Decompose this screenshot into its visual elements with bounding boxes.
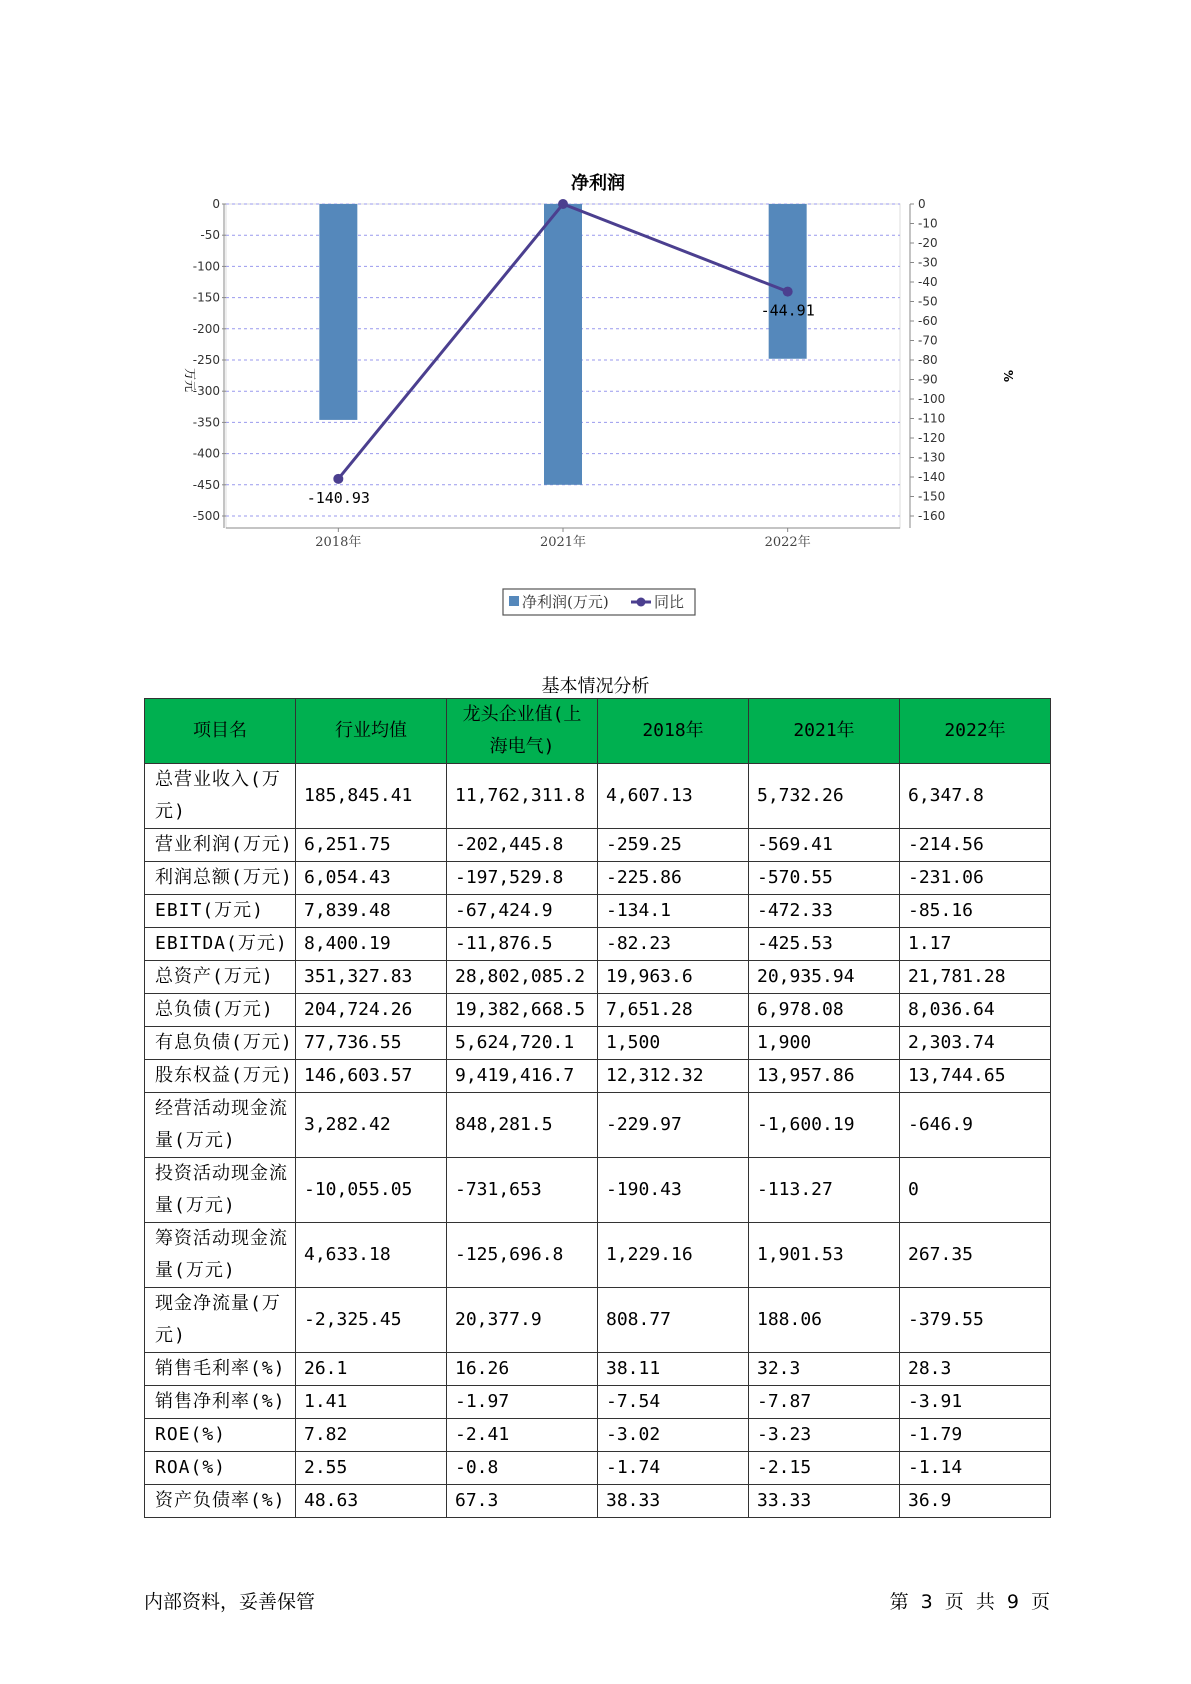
row-label: 股东权益(万元) — [145, 1060, 296, 1093]
page-number: 第 3 页 共 9 页 — [889, 1591, 1050, 1613]
table-cell: 146,603.57 — [296, 1060, 447, 1093]
legend-line-label: 同比 — [654, 593, 685, 611]
table-cell: -1.14 — [900, 1452, 1051, 1485]
right-tick-label: -120 — [918, 431, 946, 445]
row-label: 销售净利率(%) — [145, 1386, 296, 1419]
table-row — [145, 829, 1051, 862]
table-cell: 1.41 — [296, 1386, 447, 1419]
row-label: 现金净流量(万元) — [145, 1288, 296, 1353]
chart-bars — [319, 204, 806, 485]
table-cell: 4,633.18 — [296, 1223, 447, 1288]
row-label: ROE(%) — [145, 1419, 296, 1452]
table-cell: -11,876.5 — [447, 928, 598, 961]
table-cell: -225.86 — [598, 862, 749, 895]
right-tick-label: -40 — [918, 275, 938, 289]
right-axis-label: % — [1001, 369, 1015, 383]
table-cell: -7.87 — [749, 1386, 900, 1419]
table-cell: 848,281.5 — [447, 1093, 598, 1158]
table-cell: 12,312.32 — [598, 1060, 749, 1093]
table-row — [145, 961, 1051, 994]
table-row — [145, 1485, 1051, 1518]
table-cell: -202,445.8 — [447, 829, 598, 862]
table-cell: -3.23 — [749, 1419, 900, 1452]
table-cell: -113.27 — [749, 1158, 900, 1223]
left-tick-label: -50 — [200, 228, 220, 243]
table-cell: 1,900 — [749, 1027, 900, 1060]
row-label: 销售毛利率(%) — [145, 1353, 296, 1386]
table-cell: -646.9 — [900, 1093, 1051, 1158]
table-cell: 5,624,720.1 — [447, 1027, 598, 1060]
table-cell: 33.33 — [749, 1485, 900, 1518]
table-cell: 7,651.28 — [598, 994, 749, 1027]
table-cell: 21,781.28 — [900, 961, 1051, 994]
table-cell: 1,229.16 — [598, 1223, 749, 1288]
right-tick-label: -140 — [918, 470, 946, 484]
table-cell: -425.53 — [749, 928, 900, 961]
table-cell: -214.56 — [900, 829, 1051, 862]
table-row — [145, 1419, 1051, 1452]
legend-bar-label: 净利润(万元) — [522, 593, 609, 611]
table-cell: -731,653 — [447, 1158, 598, 1223]
right-tick-label: -50 — [918, 294, 938, 309]
table-cell: -125,696.8 — [447, 1223, 598, 1288]
table-cell: -3.02 — [598, 1419, 749, 1452]
table-cell: -197,529.8 — [447, 862, 598, 895]
table-cell: 11,762,311.8 — [447, 764, 598, 829]
confidential-note: 内部资料，妥善保管 — [144, 1591, 316, 1613]
header-2021: 2021年 — [749, 699, 900, 764]
table-row — [145, 1353, 1051, 1386]
table-row — [145, 862, 1051, 895]
table-row — [145, 764, 1051, 829]
right-tick-label: -70 — [918, 333, 938, 348]
left-axis-label: 万元 — [183, 367, 197, 393]
right-tick-label: -30 — [918, 255, 938, 270]
row-label: 总资产(万元) — [145, 961, 296, 994]
bar-2018年 — [319, 204, 357, 420]
table-cell: -2.41 — [447, 1419, 598, 1452]
table-row — [145, 1027, 1051, 1060]
table-cell: 204,724.26 — [296, 994, 447, 1027]
table-row — [145, 1452, 1051, 1485]
table-cell: 0 — [900, 1158, 1051, 1223]
table-cell: 6,251.75 — [296, 829, 447, 862]
basic-analysis-table — [144, 698, 1051, 1518]
table-row — [145, 1386, 1051, 1419]
left-tick-label: -400 — [192, 446, 220, 461]
table-cell: -570.55 — [749, 862, 900, 895]
yoy-data-label: -44.91 — [760, 301, 815, 320]
yoy-point — [558, 199, 568, 209]
table-cell: -1.74 — [598, 1452, 749, 1485]
table-cell: -569.41 — [749, 829, 900, 862]
table-cell: -7.54 — [598, 1386, 749, 1419]
table-caption: 基本情况分析 — [541, 676, 650, 697]
right-tick-label: -90 — [918, 372, 938, 387]
table-cell: 6,347.8 — [900, 764, 1051, 829]
table-cell: 26.1 — [296, 1353, 447, 1386]
table-cell: 267.35 — [900, 1223, 1051, 1288]
table-cell: 3,282.42 — [296, 1093, 447, 1158]
right-tick-label: -110 — [918, 411, 946, 426]
table-cell: 13,744.65 — [900, 1060, 1051, 1093]
table-cell: -1,600.19 — [749, 1093, 900, 1158]
header-item-name: 项目名 — [145, 699, 296, 764]
table-cell: 16.26 — [447, 1353, 598, 1386]
table-cell: 2.55 — [296, 1452, 447, 1485]
table-cell: -1.97 — [447, 1386, 598, 1419]
table-row — [145, 895, 1051, 928]
yoy-data-label: -140.93 — [306, 488, 370, 507]
yoy-point — [333, 474, 343, 484]
left-tick-label: -450 — [192, 477, 220, 492]
table-cell: -134.1 — [598, 895, 749, 928]
left-tick-label: -150 — [192, 290, 220, 305]
table-row — [145, 1223, 1051, 1288]
left-tick-label: 0 — [212, 197, 220, 211]
table-cell: 7,839.48 — [296, 895, 447, 928]
table-header-row — [145, 699, 1051, 764]
table-cell: 7.82 — [296, 1419, 447, 1452]
table-cell: -2,325.45 — [296, 1288, 447, 1353]
table-cell: 19,382,668.5 — [447, 994, 598, 1027]
table-cell: -67,424.9 — [447, 895, 598, 928]
table-cell: -1.79 — [900, 1419, 1051, 1452]
table-cell: 2,303.74 — [900, 1027, 1051, 1060]
left-tick-label: -200 — [192, 321, 220, 336]
right-tick-label: 0 — [918, 197, 926, 211]
table-row — [145, 928, 1051, 961]
bar-2021年 — [544, 204, 582, 485]
table-cell: 1,901.53 — [749, 1223, 900, 1288]
row-label: EBITDA(万元) — [145, 928, 296, 961]
header-industry-avg: 行业均值 — [296, 699, 447, 764]
right-tick-label: -60 — [918, 314, 938, 328]
right-tick-label: -10 — [918, 216, 938, 231]
table-cell: 1.17 — [900, 928, 1051, 961]
table-cell: 13,957.86 — [749, 1060, 900, 1093]
table-cell: 67.3 — [447, 1485, 598, 1518]
row-label: EBIT(万元) — [145, 895, 296, 928]
table-cell: 6,054.43 — [296, 862, 447, 895]
table-cell: -3.91 — [900, 1386, 1051, 1419]
row-label: 总营业收入(万元) — [145, 764, 296, 829]
table-cell: 36.9 — [900, 1485, 1051, 1518]
table-cell: 28,802,085.2 — [447, 961, 598, 994]
right-tick-label: -150 — [918, 489, 946, 504]
table-row — [145, 1060, 1051, 1093]
table-row — [145, 1158, 1051, 1223]
table-cell: -231.06 — [900, 862, 1051, 895]
left-tick-label: -250 — [192, 353, 220, 367]
row-label: 筹资活动现金流量(万元) — [145, 1223, 296, 1288]
table-row — [145, 1288, 1051, 1353]
table-cell: 9,419,416.7 — [447, 1060, 598, 1093]
row-label: 资产负债率(%) — [145, 1485, 296, 1518]
bar-2022年 — [769, 204, 807, 359]
category-label: 2022年 — [764, 535, 811, 550]
row-label: 利润总额(万元) — [145, 862, 296, 895]
right-tick-label: -20 — [918, 236, 938, 250]
table-cell: 77,736.55 — [296, 1027, 447, 1060]
table-cell: -190.43 — [598, 1158, 749, 1223]
table-cell: 351,327.83 — [296, 961, 447, 994]
right-tick-label: -100 — [918, 392, 946, 406]
row-label: 投资活动现金流量(万元) — [145, 1158, 296, 1223]
table-row — [145, 1093, 1051, 1158]
table-cell: -2.15 — [749, 1452, 900, 1485]
table-cell: 8,036.64 — [900, 994, 1051, 1027]
left-tick-label: -300 — [192, 384, 220, 399]
table-cell: 5,732.26 — [749, 764, 900, 829]
left-tick-label: -100 — [192, 259, 220, 274]
table-cell: -472.33 — [749, 895, 900, 928]
row-label: ROA(%) — [145, 1452, 296, 1485]
table-cell: 20,935.94 — [749, 961, 900, 994]
table-cell: -82.23 — [598, 928, 749, 961]
table-cell: 28.3 — [900, 1353, 1051, 1386]
table-cell: 19,963.6 — [598, 961, 749, 994]
table-cell: 6,978.08 — [749, 994, 900, 1027]
right-tick-label: -160 — [918, 509, 946, 523]
chart-title: 净利润 — [571, 173, 625, 194]
table-cell: 185,845.41 — [296, 764, 447, 829]
row-label: 有息负债(万元) — [145, 1027, 296, 1060]
table-cell: -10,055.05 — [296, 1158, 447, 1223]
row-label: 总负债(万元) — [145, 994, 296, 1027]
table-cell: -85.16 — [900, 895, 1051, 928]
table-cell: 48.63 — [296, 1485, 447, 1518]
legend-line-marker — [637, 598, 646, 607]
right-tick-label: -80 — [918, 353, 938, 367]
yoy-point — [783, 287, 793, 297]
table-cell: 1,500 — [598, 1027, 749, 1060]
table-row — [145, 994, 1051, 1027]
header-2022: 2022年 — [900, 699, 1051, 764]
chart-legend — [503, 589, 695, 615]
table-cell: 808.77 — [598, 1288, 749, 1353]
row-label: 经营活动现金流量(万元) — [145, 1093, 296, 1158]
table-cell: -379.55 — [900, 1288, 1051, 1353]
table-cell: -229.97 — [598, 1093, 749, 1158]
table-cell: 38.33 — [598, 1485, 749, 1518]
table-cell: 4,607.13 — [598, 764, 749, 829]
table-cell: -259.25 — [598, 829, 749, 862]
left-tick-label: -500 — [192, 509, 220, 523]
net-profit-chart — [0, 0, 1191, 640]
table-cell: 20,377.9 — [447, 1288, 598, 1353]
row-label: 营业利润(万元) — [145, 829, 296, 862]
left-tick-label: -350 — [192, 415, 220, 430]
header-2018: 2018年 — [598, 699, 749, 764]
table-cell: 38.11 — [598, 1353, 749, 1386]
category-label: 2021年 — [539, 535, 587, 550]
legend-bar-swatch — [509, 596, 519, 606]
category-label: 2018年 — [315, 535, 362, 550]
table-cell: 188.06 — [749, 1288, 900, 1353]
right-tick-label: -130 — [918, 450, 946, 465]
table-cell: 8,400.19 — [296, 928, 447, 961]
table-cell: -0.8 — [447, 1452, 598, 1485]
table-cell: 32.3 — [749, 1353, 900, 1386]
header-leader-value: 龙头企业值(上海电气) — [447, 699, 598, 764]
